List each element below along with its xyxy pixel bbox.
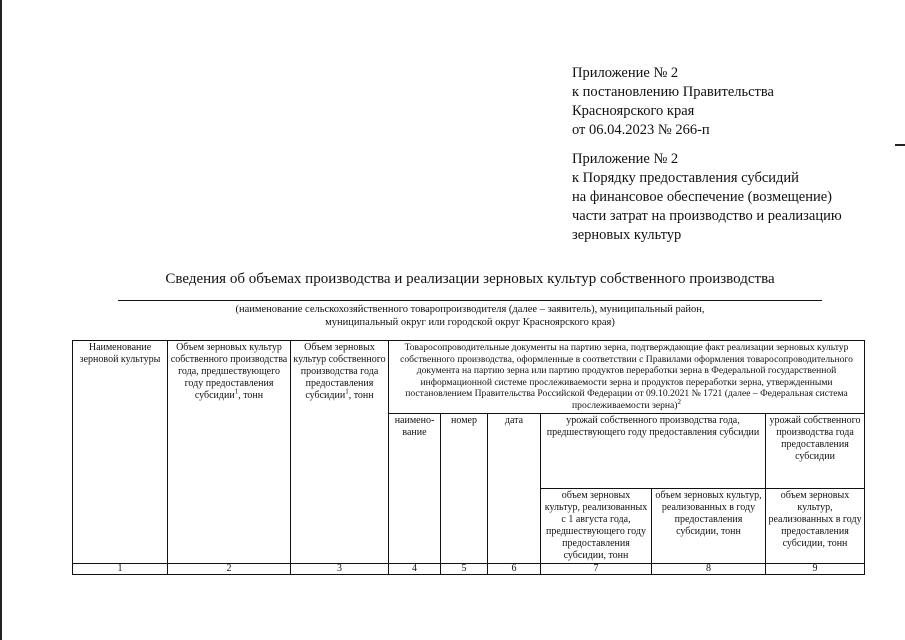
appendix-to-procedure bbox=[572, 150, 842, 245]
column-number: 8 bbox=[652, 564, 766, 575]
column-number: 5 bbox=[441, 564, 488, 575]
appendix-line: на финансовое обеспечение (возмещение) bbox=[572, 189, 833, 205]
applicant-name-line bbox=[118, 300, 822, 301]
header-doc-name: наимено-вание bbox=[389, 414, 441, 564]
header-crop-name: Наименование зерновой культуры bbox=[73, 341, 168, 564]
header-shipping-documents: Товаросопроводительные документы на партию зерна, подтверждающие факт реализации зерновых культур собственного производства, оформленные в соответствии с Правилами оформления товаросопроводительного документа на партию зерна или партию продуктов переработки зерна в Федеральной государственной информационной системе прослеживаемости зерна и продуктов переработки зерна, утвержденными постановлением Правительства Российской Федерации от 09.10.2021 № 1721 (далее – Федеральная система прослеживаемости зерна)$^2$ bbox=[389, 341, 865, 414]
column-number: 4 bbox=[389, 564, 441, 575]
column-number: 7 bbox=[541, 564, 652, 575]
appendix-line: части затрат на производство и реализацию bbox=[572, 208, 842, 224]
header-doc-number: номер bbox=[441, 414, 488, 564]
appendix-line: от 06.04.2023 № 266-п bbox=[572, 122, 710, 138]
header-volume-current-year: Объем зерновых культур собственного производства года предоставления субсидии$^1$, тонн bbox=[291, 341, 389, 564]
appendix-line: Красноярского края bbox=[572, 103, 695, 119]
header-harvest-current-year: урожай собственного производства года предоставления субсидии bbox=[766, 414, 865, 489]
appendix-line: Приложение № 2 bbox=[572, 65, 679, 81]
header-doc-date: дата bbox=[488, 414, 541, 564]
caption-line-1: (наименование сельскохозяйственного товаропроизводителя (далее – заявитель), муниципальный район, bbox=[235, 304, 705, 315]
header-col-7: объем зерновых культур, реализованных с 1 августа года, предшествующего году предоставления субсидии, тонн bbox=[541, 489, 652, 564]
column-number: 3 bbox=[291, 564, 389, 575]
caption-line-2: муниципальный округ или городской округ Красноярского края) bbox=[325, 317, 615, 328]
column-number: 2 bbox=[168, 564, 291, 575]
header-harvest-prev-year: урожай собственного производства года, предшествующего году предоставления субсидии bbox=[541, 414, 766, 489]
page-edge-mark bbox=[895, 144, 905, 146]
document-title: Сведения об объемах производства и реализации зерновых культур собственного производства bbox=[165, 271, 775, 287]
appendix-line: к Порядку предоставления субсидий bbox=[572, 170, 799, 186]
applicant-caption bbox=[118, 303, 822, 329]
header-volume-prev-year: Объем зерновых культур собственного производства года, предшествующего году предоставления субсидии$^1$, тонн bbox=[168, 341, 291, 564]
column-number: 6 bbox=[488, 564, 541, 575]
page-left-border bbox=[0, 0, 2, 640]
grain-data-table bbox=[72, 340, 865, 575]
column-number: 9 bbox=[766, 564, 865, 575]
column-number: 1 bbox=[73, 564, 168, 575]
header-col-8: объем зерновых культур, реализованных в году предоставления субсидии, тонн bbox=[652, 489, 766, 564]
appendix-line: к постановлению Правительства bbox=[572, 84, 774, 100]
appendix-line: Приложение № 2 bbox=[572, 151, 679, 167]
header-col-9: объем зерновых культур, реализованных в году предоставления субсидии, тонн bbox=[766, 489, 865, 564]
appendix-line: зерновых культур bbox=[572, 227, 682, 243]
appendix-to-resolution bbox=[572, 64, 774, 140]
column-number-row bbox=[73, 564, 865, 575]
header-row-1 bbox=[73, 341, 865, 414]
